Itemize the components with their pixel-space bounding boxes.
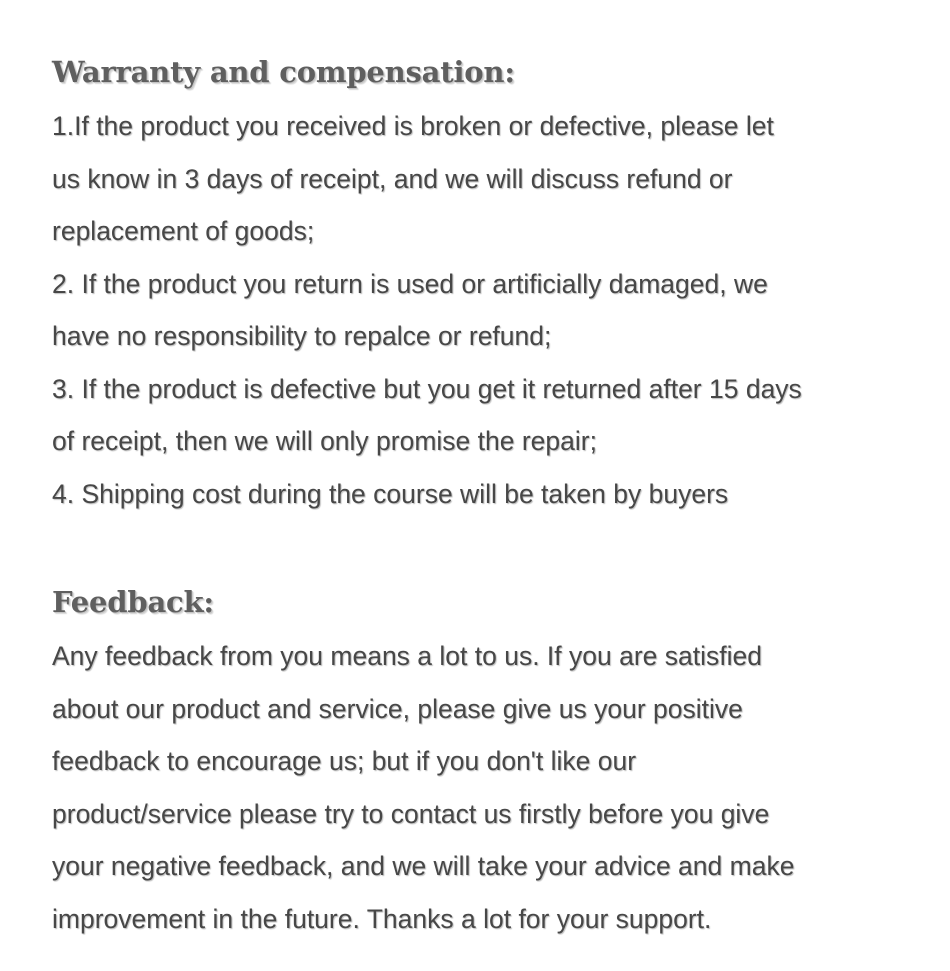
warranty-line: 4. Shipping cost during the course will be taken by buyers bbox=[52, 478, 729, 509]
feedback-section bbox=[52, 574, 922, 945]
warranty-section bbox=[52, 44, 922, 520]
warranty-line: replacement of goods; bbox=[52, 216, 315, 246]
feedback-line: improvement in the future. Thanks a lot for your support. bbox=[52, 903, 712, 934]
warranty-line: 1.If the product you received is broken or defective, please let bbox=[52, 111, 774, 141]
warranty-line: 3. If the product is defective but you get it returned after 15 days bbox=[52, 373, 802, 404]
feedback-line: feedback to encourage us; but if you don't like our bbox=[52, 746, 637, 776]
feedback-line: Any feedback from you means a lot to us. If you are satisfied bbox=[52, 641, 762, 671]
feedback-line: product/service please try to contact us firstly before you give bbox=[52, 798, 770, 829]
warranty-heading: Warranty and compensation: bbox=[52, 55, 515, 89]
warranty-line: us know in 3 days of receipt, and we will discuss refund or bbox=[52, 163, 733, 194]
document-page bbox=[52, 44, 922, 945]
section-spacer bbox=[52, 520, 922, 572]
feedback-line: your negative feedback, and we will take your advice and make bbox=[52, 851, 795, 881]
warranty-line: 2. If the product you return is used or artificially damaged, we bbox=[52, 268, 768, 299]
warranty-line: have no responsibility to repalce or refund; bbox=[52, 321, 552, 351]
feedback-line: about our product and service, please give us your positive bbox=[52, 693, 743, 724]
feedback-heading: Feedback: bbox=[52, 585, 214, 619]
warranty-line: of receipt, then we will only promise the repair; bbox=[52, 426, 597, 456]
